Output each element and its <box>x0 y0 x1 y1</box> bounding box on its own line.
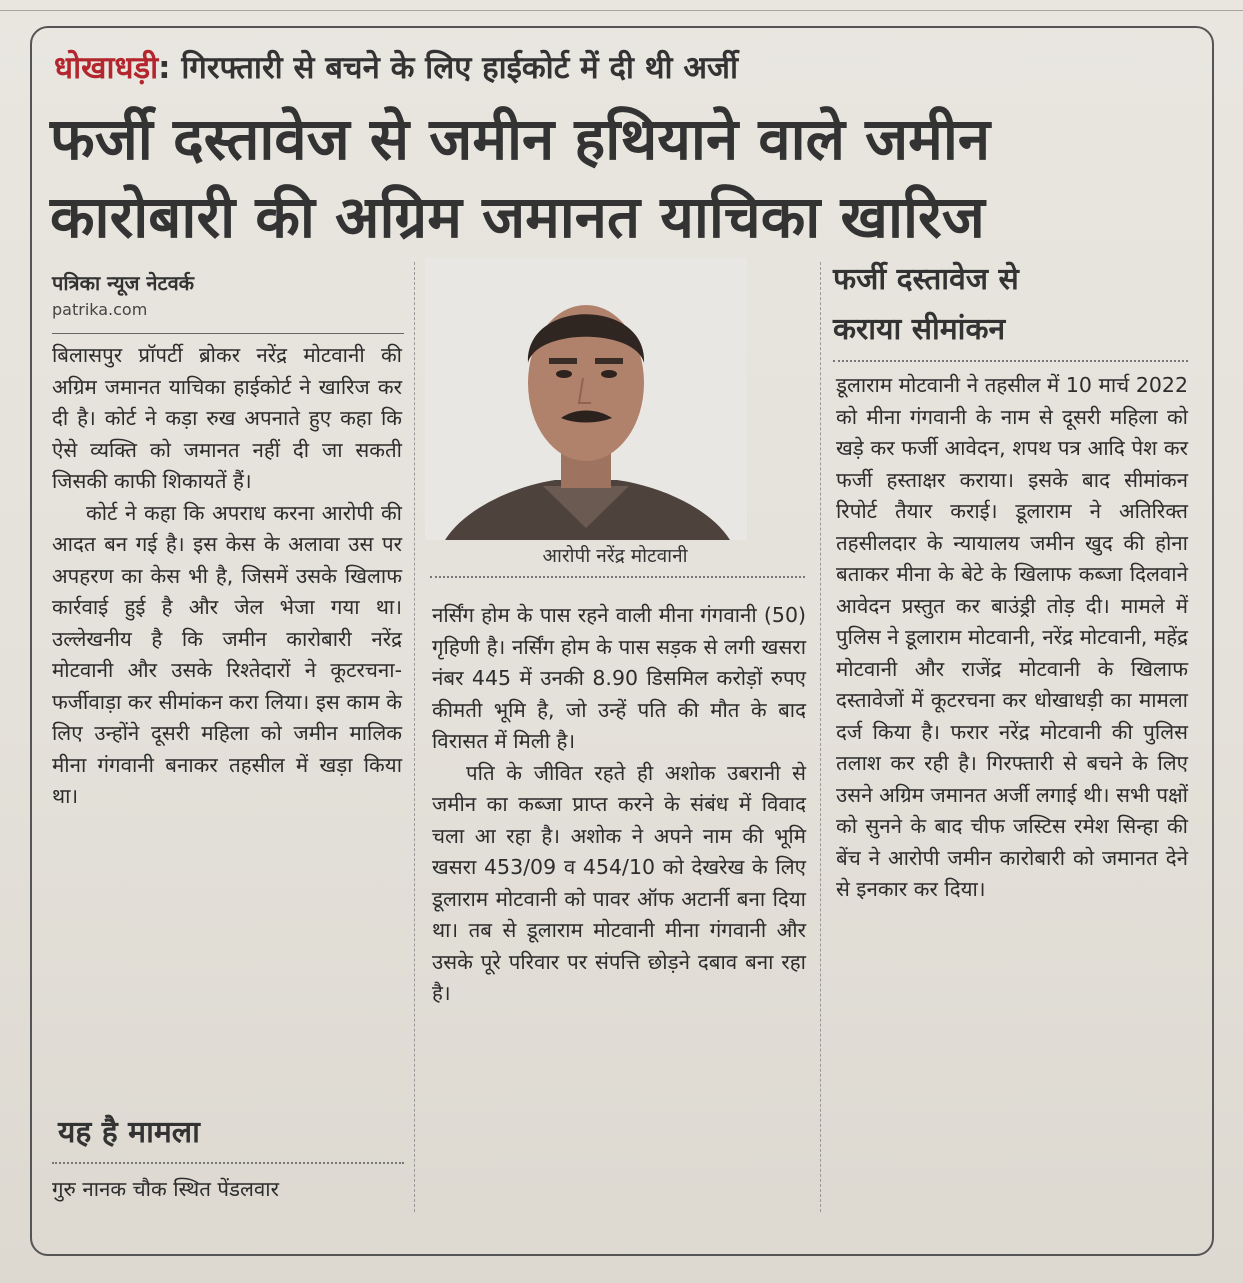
col3-subhead-rule <box>833 360 1188 362</box>
kicker-text: गिरफ्तारी से बचने के लिए हाईकोर्ट में दी थी अर्जी <box>181 50 739 86</box>
col1-paragraph-3-wrap <box>52 1174 407 1206</box>
col1-subhead: यह है मामला <box>58 1115 200 1150</box>
byline-name: पत्रिका न्यूज नेटवर्क <box>52 271 195 295</box>
col2-paragraph-2: पति के जीवित रहते ही अशोक उबरानी से जमीन का कब्जा प्राप्त करने के संबंध में विवाद चला आ रहा है। अशोक ने अपने नाम की भूमि खसरा 453/09 व 454/10 को देखरेख के लिए डूलाराम मोटवानी को पावर ऑफ अटार्नी बना दिया था। तब से डूलाराम मोटवानी मीना गंगवानी और उसके पूरे परिवार पर संपत्ति छोड़ने दबाव बना रहा है। <box>432 760 806 1005</box>
col3-subhead-line-2: कराया सीमांकन <box>833 312 1006 347</box>
column-2 <box>432 600 806 1010</box>
col2-paragraph-1: नर्सिंग होम के पास रहने वाली मीना गंगवानी (50) गृहिणी है। नर्सिंग होम के पास सड़क से लगी खसरा नंबर 445 में उनकी 8.90 डिसमिल करोड़ों रुपए कीमती भूमि है, जो उन्हें पति की मौत के बाद विरासत में मिली है। <box>432 603 806 753</box>
caption-rule <box>430 576 805 578</box>
col3-subhead <box>833 255 1193 355</box>
kicker-label: धोखाधड़ी <box>54 50 159 86</box>
col1-paragraph-2: कोर्ट ने कहा कि अपराध करना आरोपी की आदत बन गई है। इस केस के अलावा उस पर अपहरण का केस भी है, जिसमें उसके खिलाफ कार्रवाई हुई है और जेल भेजा गया था। उल्लेखनीय है कि जमीन कारोबारी नरेंद्र मोटवानी और उसके रिश्तेदारों ने कूटरचना-फर्जीवाड़ा कर सीमांकन करा लिया। इस काम के लिए उन्होंने दूसरी महिला को जमीन मालिक मीना गंगवानी बनाकर तहसील में खड़ा किया था। <box>52 500 402 808</box>
col3-subhead-line-1: फर्जी दस्तावेज से <box>833 262 1019 297</box>
headline-line-2: कारोबारी की अग्रिम जमानत याचिका खारिज <box>50 183 985 251</box>
accused-photo <box>425 258 747 540</box>
headline <box>50 100 1190 256</box>
byline <box>52 268 402 322</box>
column-3 <box>836 370 1188 906</box>
portrait-image <box>425 258 747 540</box>
byline-site: patrika.com <box>52 300 148 319</box>
col3-paragraph-1: डूलाराम मोटवानी ने तहसील में 10 मार्च 2022 को मीना गंगवानी के नाम से दूसरी महिला को खड़े कर फर्जी आवेदन, शपथ पत्र आदि पेश कर फर्जी हस्ताक्षर कराया। इसके बाद सीमांकन रिपोर्ट तैयार कराई। डूलाराम ने अतिरिक्त तहसीलदार के न्यायालय जमीन खुद की होना बताकर मीना के बेटे के खिलाफ कब्जा दिलवाने आवेदन प्रस्तुत कर बाउंड्री तोड़ दी। मामले में पुलिस ने डूलाराम मोटवानी, नरेंद्र मोटवानी, महेंद्र मोटवानी और राजेंद्र मोटवानी के खिलाफ दस्तावेजों में कूटरचना कर धोखाधड़ी का मामला दर्ज किया है। फरार नरेंद्र मोटवानी की पुलिस तलाश कर रही है। गिरफ्तारी से बचने के लिए उसने अग्रिम जमानत अर्जी लगाई थी। सभी पक्षों को सुनने के बाद चीफ जस्टिस रमेश सिन्हा की बेंच ने आरोपी जमीन कारोबारी को जमानत देने से इनकार कर दिया। <box>836 373 1188 901</box>
col1-paragraph-3: गुरु नानक चौक स्थित पेंडलवार <box>52 1177 280 1201</box>
photo-caption: आरोपी नरेंद्र मोटवानी <box>542 545 688 567</box>
headline-line-1: फर्जी दस्तावेज से जमीन हथियाने वाले जमीन <box>50 105 991 173</box>
top-rule <box>0 10 1243 11</box>
kicker <box>54 42 738 94</box>
column-1 <box>52 340 402 813</box>
col1-paragraph-1: बिलासपुर प्रॉपर्टी ब्रोकर नरेंद्र मोटवानी की अग्रिम जमानत याचिका हाईकोर्ट ने खारिज कर दी है। कोर्ट ने कड़ा रुख अपनाते हुए कहा कि ऐसे व्यक्ति को जमानत नहीं दी जा सकती जिसकी काफी शिकायतें हैं। <box>52 343 402 493</box>
column-divider-1 <box>414 262 415 1212</box>
byline-rule <box>52 333 404 334</box>
kicker-separator: : <box>158 50 171 86</box>
column-divider-2 <box>820 262 821 1212</box>
col1-subhead-rule <box>52 1162 404 1164</box>
